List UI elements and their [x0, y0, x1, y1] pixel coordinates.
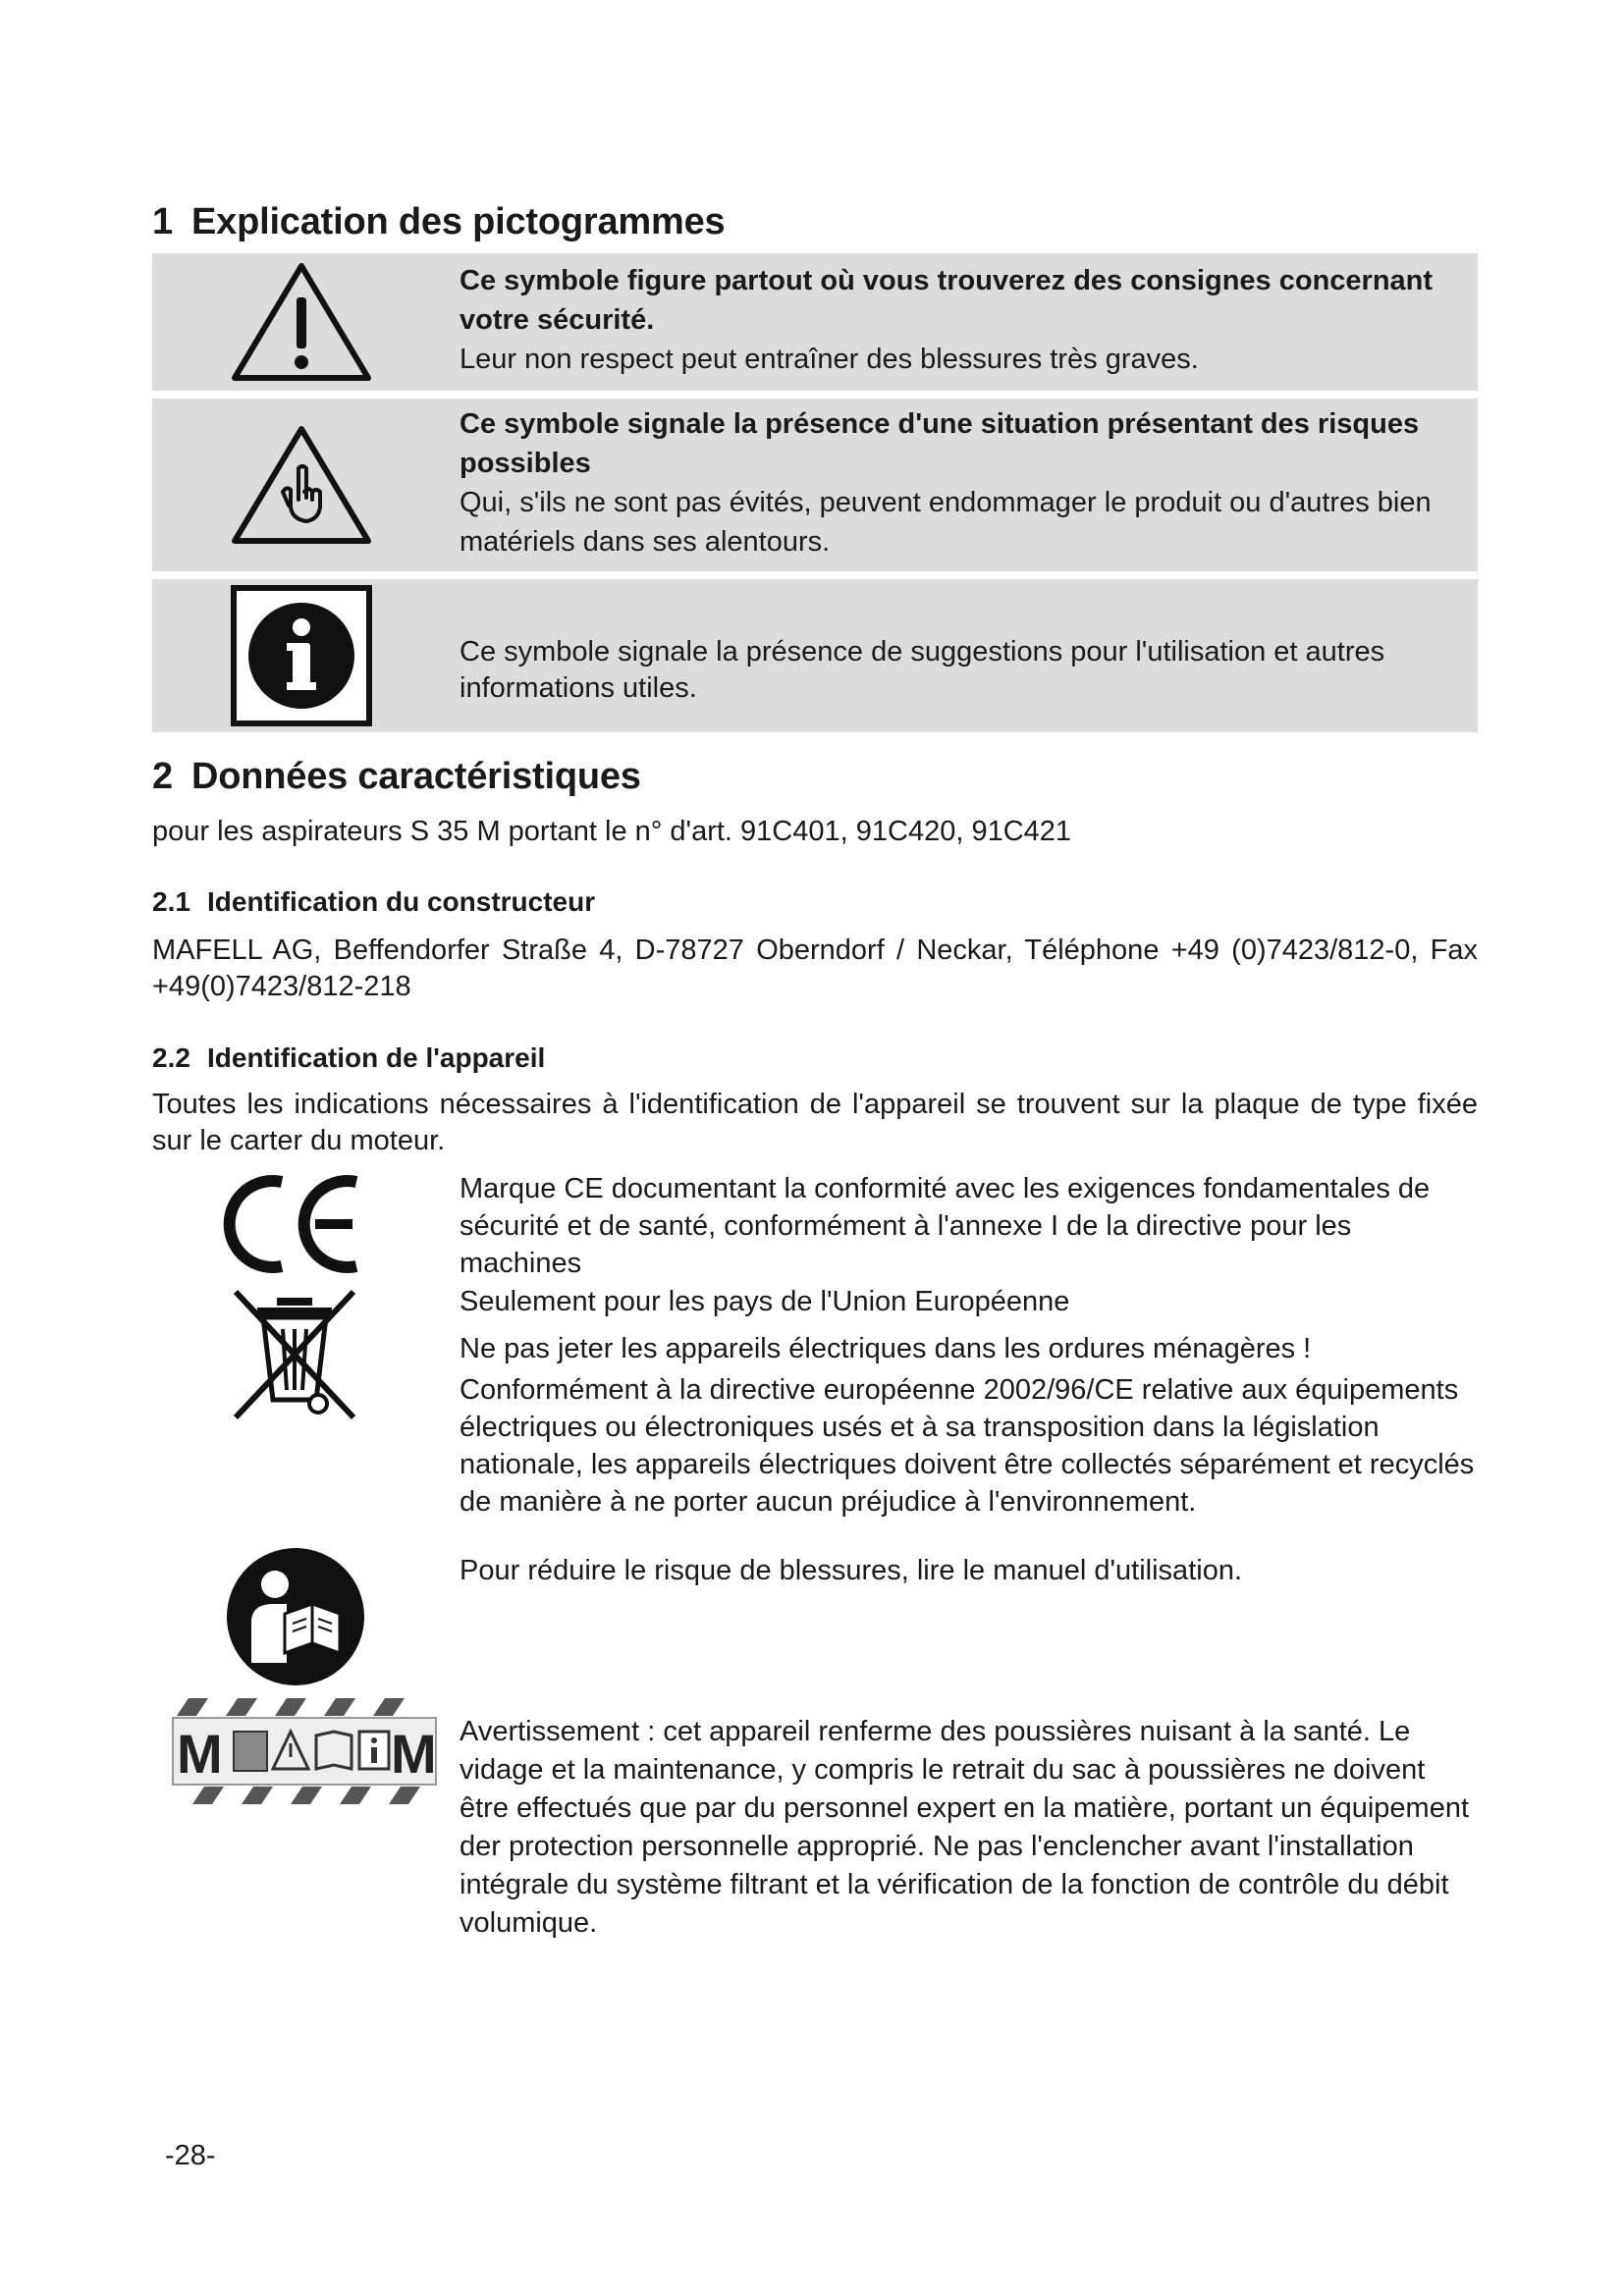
subsection-2-1-title: Identification du constructeur: [207, 886, 596, 917]
page-number: -28-: [165, 2140, 216, 2171]
m-label-right: M: [391, 1723, 437, 1785]
caution-bold-text: Ce symbole signale la présence d'une situation présentant des risques possibles: [460, 408, 1420, 479]
pictogram-row-info: [152, 579, 1478, 732]
subsection-2-1-heading: [152, 886, 595, 918]
read-manual-text: [460, 1552, 1481, 1589]
section-1-heading: [152, 201, 725, 243]
warning-exclamation-icon: [223, 253, 380, 391]
pictogram-row-info-text: [460, 634, 1456, 707]
subsection-2-1-number: 2.1: [152, 886, 190, 917]
subsection-2-2-title: Identification de l'appareil: [207, 1042, 546, 1073]
weee-line-1: Seulement pour les pays de l'Union Européenne: [460, 1286, 1070, 1317]
ce-mark-line: Marque CE documentant la conformité avec les exigences fondamentales de sécurité et de santé, conformément à l'annexe I de la directive pour les machines: [460, 1173, 1431, 1279]
pictogram-row-warning: [152, 253, 1478, 391]
pictogram-row-caution-text: [460, 404, 1456, 561]
read-manual-icon: [224, 1545, 367, 1688]
m-class-dust-label-icon: [169, 1696, 440, 1806]
warning-normal-text: Leur non respect peut entraîner des blessures très graves.: [460, 344, 1199, 375]
device-identification-text: Toutes les indications nécessaires à l'identification de l'appareil se trouvent sur la plaque de type fixée sur le carter du moteur.: [152, 1089, 1478, 1156]
caution-normal-text: Qui, s'ils ne sont pas évités, peuvent endommager le produit ou d'autres bien matériels dans ses alentours.: [460, 487, 1432, 558]
section-2-intro: pour les aspirateurs S 35 M portant le n° d'art. 91C401, 91C420, 91C421: [152, 816, 1072, 847]
section-1-title: Explication des pictogrammes: [191, 201, 726, 242]
section-1-number: 1: [152, 201, 173, 242]
read-manual-line: Pour réduire le risque de blessures, lire le manuel d'utilisation.: [460, 1555, 1243, 1586]
ce-mark-icon: [221, 1170, 368, 1278]
weee-crossed-bin-icon: [228, 1286, 361, 1423]
m-class-warning-text: [460, 1713, 1481, 1943]
manufacturer-address: MAFELL AG, Beffendorfer Straße 4, D-78727 Oberndorf / Neckar, Téléphone +49 (0)7423/812-0, Fax +49(0)7423/812-218: [152, 934, 1478, 1002]
m-label-left: M: [177, 1723, 223, 1785]
pictogram-row-warning-text: [460, 261, 1456, 379]
section-2-title: Données caractéristiques: [191, 756, 641, 797]
information-icon: [223, 579, 380, 732]
section-2-heading: [152, 756, 641, 798]
subsection-2-2-number: 2.2: [152, 1042, 190, 1073]
weee-line-3: Conformément à la directive européenne 2002/96/CE relative aux équipements électriques ou électroniques usés et à sa transposition dans la législation nationale, les appareils électriques doivent être collectés séparément et recyclés de manière à ne porter aucun préjudice à l'environnement.: [460, 1374, 1475, 1518]
pictogram-row-caution: [152, 399, 1478, 571]
info-normal-text: Ce symbole signale la présence de suggestions pour l'utilisation et autres informations utiles.: [460, 636, 1385, 704]
m-class-warning-line: Avertissement : cet appareil renferme des poussières nuisant à la santé. Le vidage et la maintenance, y compris le retrait du sac à poussières ne doivent être effectués que par du personnel expert en la matière, portant un équipement der protection personnelle approprié. Ne pas l'enclencher avant l'installation intégrale du système filtrant et la vérification de la fonction de contrôle du débit volumique.: [460, 1716, 1470, 1939]
subsection-2-2-heading: [152, 1042, 545, 1074]
warning-bold-text: Ce symbole figure partout où vous trouverez des consignes concernant votre sécurité.: [460, 265, 1434, 336]
weee-line-2: Ne pas jeter les appareils électriques dans les ordures ménagères !: [460, 1333, 1312, 1364]
ce-mark-text: [460, 1170, 1481, 1282]
section-2-number: 2: [152, 756, 173, 797]
weee-text: [460, 1283, 1481, 1521]
warning-hand-icon: [223, 399, 380, 571]
